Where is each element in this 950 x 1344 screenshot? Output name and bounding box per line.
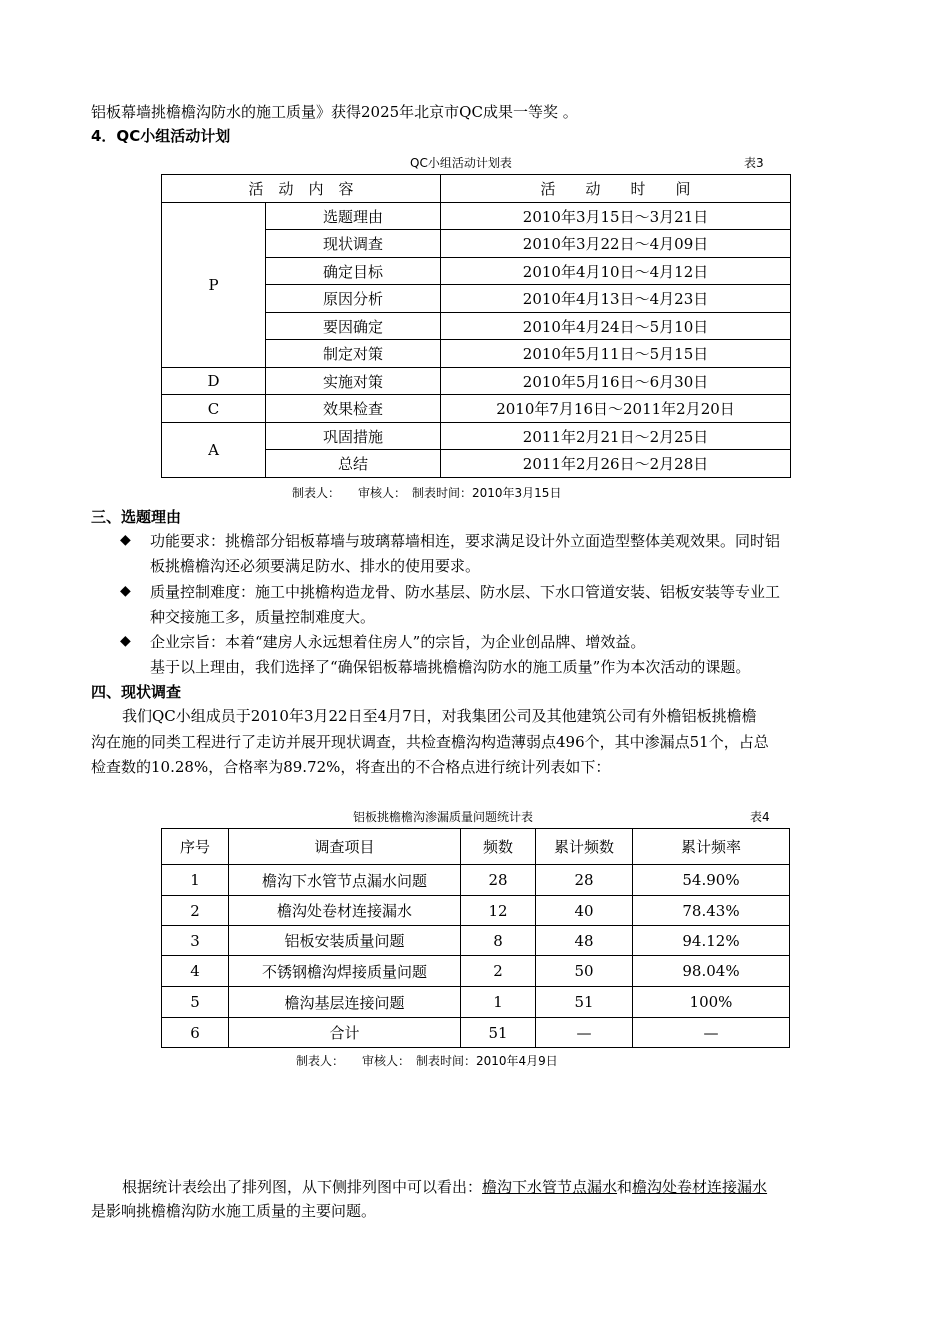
header-cumulative: 累计频数	[536, 829, 633, 865]
status-para-line3: 检查数的10.28%，合格率为89.72%，将查出的不合格点进行统计列表如下：	[91, 758, 611, 776]
cell-item: 铝板安装质量问题	[229, 926, 461, 956]
final-para-prefix: 根据统计表绘出了排列图，从下侧排列图中可以看出：	[122, 1178, 483, 1196]
cell-frequency: 8	[461, 926, 536, 956]
activity-time: 2010年5月16日～6月30日	[441, 368, 791, 395]
cell-index: 6	[162, 1018, 229, 1048]
bullet-3-line1: 企业宗旨：本着“建房人永远想着住房人”的宗旨，为企业创品牌、增效益。	[150, 633, 646, 651]
header-frequency: 频数	[461, 829, 536, 865]
status-para-line1: 我们QC小组成员于2010年3月22日至4月7日，对我集团公司及其他建筑公司有外檐铝板挑檐檐	[122, 707, 757, 725]
leakage-statistics-table	[161, 828, 790, 1048]
activity-item: 选题理由	[266, 203, 441, 230]
cell-cumulative: 48	[536, 926, 633, 956]
cell-item: 合计	[229, 1018, 461, 1048]
bullet-2-line2: 种交接施工多，质量控制难度大。	[150, 608, 376, 626]
cell-cumulative: 51	[536, 987, 633, 1018]
header-index: 序号	[162, 829, 229, 865]
cell-cumulative-rate: 94.12%	[633, 926, 790, 956]
activity-time: 2010年4月10日～4月12日	[441, 258, 791, 285]
table-row	[162, 1018, 790, 1048]
activity-time: 2011年2月26日～2月28日	[441, 450, 791, 478]
cell-cumulative: 40	[536, 896, 633, 926]
cell-cumulative-rate: 78.43%	[633, 896, 790, 926]
cell-frequency: 2	[461, 956, 536, 987]
bullet-2-line1: 质量控制难度：施工中挑檐构造龙骨、防水基层、防水层、下水口管道安装、铝板安装等专业工	[150, 583, 781, 601]
table3-footer: 制表人： 审核人： 制表时间：2010年3月15日	[292, 486, 562, 500]
table-row	[162, 896, 790, 926]
table3-number: 表3	[744, 156, 764, 170]
cell-cumulative-rate: 100%	[633, 987, 790, 1018]
activity-item: 制定对策	[266, 340, 441, 368]
phase-cell: D	[162, 368, 266, 395]
cell-frequency: 28	[461, 865, 536, 896]
cell-cumulative: 50	[536, 956, 633, 987]
status-section-title: 四、现状调查	[91, 683, 182, 701]
activity-time: 2010年5月11日～5月15日	[441, 340, 791, 368]
cell-frequency: 1	[461, 987, 536, 1018]
table-row	[162, 423, 791, 450]
activity-item: 要因确定	[266, 313, 441, 340]
cell-index: 4	[162, 956, 229, 987]
cell-index: 1	[162, 865, 229, 896]
table4-title: 铝板挑檐檐沟渗漏质量问题统计表	[353, 810, 534, 824]
section4-title: 4．QC小组活动计划	[91, 127, 231, 145]
section3-title: 三、选题理由	[91, 508, 182, 526]
final-para-line1	[122, 1177, 767, 1197]
diamond-bullet-icon: ◆	[120, 633, 131, 649]
table4-footer: 制表人： 审核人： 制表时间：2010年4月9日	[296, 1054, 558, 1068]
activity-item: 确定目标	[266, 258, 441, 285]
cell-index: 2	[162, 896, 229, 926]
highlight-issue-1: 檐沟下水管节点漏水	[482, 1178, 618, 1196]
activity-time: 2010年3月15日～3月21日	[441, 203, 791, 230]
activity-item: 总结	[266, 450, 441, 478]
table3-title: QC小组活动计划表	[410, 156, 512, 170]
table-row	[162, 926, 790, 956]
cell-cumulative: 28	[536, 865, 633, 896]
table4-header-row	[162, 829, 790, 865]
header-content: 活 动 内 容	[162, 175, 441, 203]
bullet-1-line1: 功能要求：挑檐部分铝板幕墙与玻璃幕墙相连，要求满足设计外立面造型整体美观效果。同时铝	[150, 532, 781, 550]
phase-cell: A	[162, 423, 266, 478]
cell-item: 檐沟处卷材连接漏水	[229, 896, 461, 926]
activity-item: 效果检查	[266, 395, 441, 423]
cell-item: 不锈钢檐沟焊接质量问题	[229, 956, 461, 987]
bullet-1-line2: 板挑檐檐沟还必须要满足防水、排水的使用要求。	[150, 557, 481, 575]
highlight-issue-2: 檐沟处卷材连接漏水	[632, 1178, 768, 1196]
table-row	[162, 395, 791, 423]
cell-cumulative-rate: 98.04%	[633, 956, 790, 987]
table3-header-row	[162, 175, 791, 203]
table-row	[162, 368, 791, 395]
activity-item: 现状调查	[266, 230, 441, 258]
activity-time: 2010年3月22日～4月09日	[441, 230, 791, 258]
activity-item: 原因分析	[266, 285, 441, 313]
activity-item: 巩固措施	[266, 423, 441, 450]
activity-time: 2010年4月24日～5月10日	[441, 313, 791, 340]
table4-number: 表4	[750, 810, 770, 824]
phase-cell: C	[162, 395, 266, 423]
activity-time: 2010年4月13日～4月23日	[441, 285, 791, 313]
activity-time: 2011年2月21日～2月25日	[441, 423, 791, 450]
cell-cumulative-rate: —	[633, 1018, 790, 1048]
table-row	[162, 987, 790, 1018]
phase-cell: P	[162, 203, 266, 368]
cell-index: 3	[162, 926, 229, 956]
table-row	[162, 865, 790, 896]
activity-item: 实施对策	[266, 368, 441, 395]
activity-time: 2010年7月16日～2011年2月20日	[441, 395, 791, 423]
final-para-joiner: 和	[617, 1178, 633, 1196]
table-row	[162, 956, 790, 987]
header-cumulative-rate: 累计频率	[633, 829, 790, 865]
cell-cumulative: —	[536, 1018, 633, 1048]
diamond-bullet-icon: ◆	[120, 532, 131, 548]
intro-line: 铝板幕墙挑檐檐沟防水的施工质量》获得2025年北京市QC成果一等奖 。	[91, 103, 578, 121]
conclusion-text: 基于以上理由，我们选择了“确保铝板幕墙挑檐檐沟防水的施工质量”作为本次活动的课题。	[150, 658, 751, 676]
cell-item: 檐沟基层连接问题	[229, 987, 461, 1018]
cell-item: 檐沟下水管节点漏水问题	[229, 865, 461, 896]
final-para-line2: 是影响挑檐檐沟防水施工质量的主要问题。	[91, 1202, 377, 1220]
table-row	[162, 203, 791, 230]
header-time: 活 动 时 间	[441, 175, 791, 203]
header-item: 调查项目	[229, 829, 461, 865]
activity-plan-table	[161, 174, 791, 478]
diamond-bullet-icon: ◆	[120, 583, 131, 599]
cell-cumulative-rate: 54.90%	[633, 865, 790, 896]
status-para-line2: 沟在施的同类工程进行了走访并展开现状调查，共检查檐沟构造薄弱点496个，其中渗漏点51个，占总	[91, 733, 769, 751]
cell-frequency: 51	[461, 1018, 536, 1048]
cell-index: 5	[162, 987, 229, 1018]
cell-frequency: 12	[461, 896, 536, 926]
